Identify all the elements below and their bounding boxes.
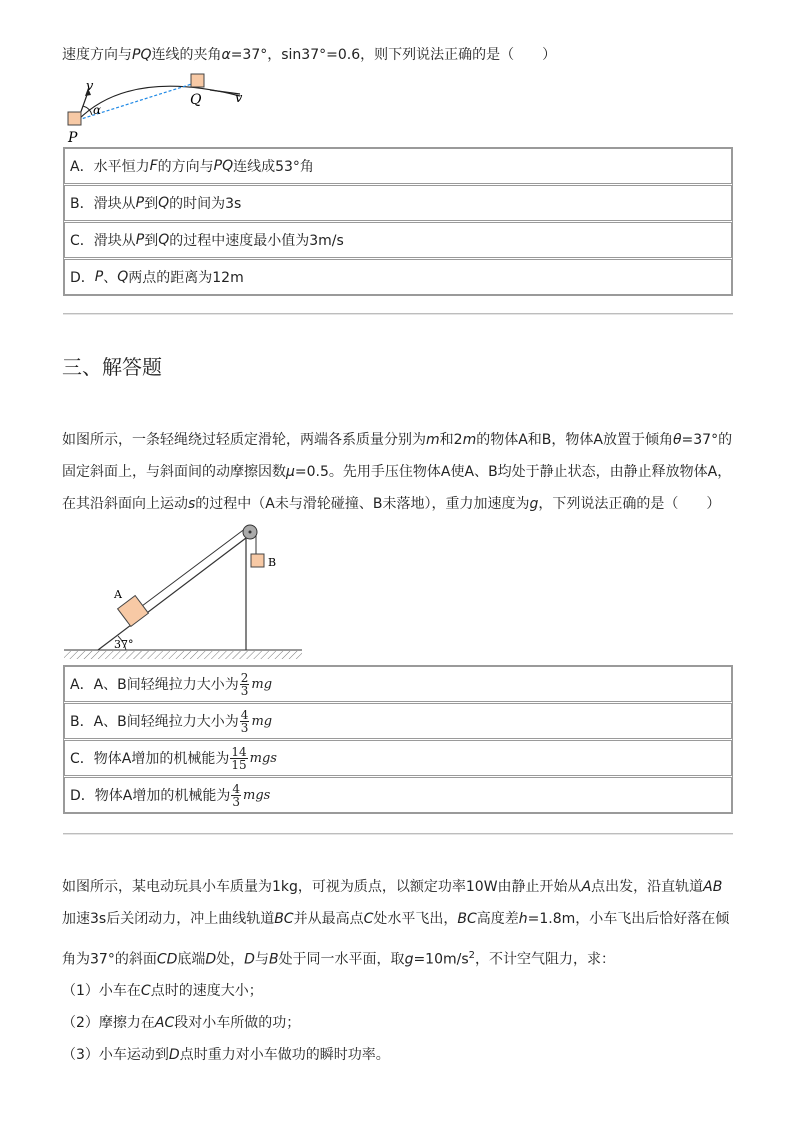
q3-stem-line1: 如图所示，某电动玩具小车质量为1kg，可视为质点，以额定功率10W由静止开始从A点出发，沿直轨道AB [62,879,723,895]
label-b: B [268,556,277,569]
block-q [191,74,204,87]
q1-stem: 速度方向与PQ连线的夹角α=37°，sin37°=0.6，则下列说法正确的是（ ） [62,47,557,63]
q1-option-c[interactable]: C．滑块从 P 到 Q 的过程中速度最小值为3m/s [64,222,732,258]
label-a: A [114,588,122,601]
divider [63,313,733,314]
q1-option-b[interactable]: B．滑块从 P 到 Q 的时间为3s [64,185,732,221]
label-angle: 37° [114,638,134,651]
label-q: Q [190,92,202,108]
block-a [118,596,149,627]
q3-sub1: （1）小车在C点时的速度大小； [62,983,263,999]
q3-sub3: （3）小车运动到D点时重力对小车做功的瞬时功率。 [62,1047,390,1063]
block-p [68,112,81,125]
block-b [251,554,264,567]
divider [63,833,733,834]
q1-trajectory-figure [60,68,260,146]
q1-option-d[interactable]: D． P 、 Q 两点的距离为12m [64,259,732,295]
section-title: 三、解答题 [62,355,162,379]
q2-stem-line1: 如图所示，一条轻绳绕过轻质定滑轮，两端各系质量分别为m和2m的物体A和B，物体A放置于倾角θ=37°的 [62,432,733,448]
label-alpha: α [93,103,102,117]
q2-option-d[interactable]: D．物体A增加的机械能为 $\frac{4}{3}$ mgs [64,777,732,813]
q3-sub2: （2）摩擦力在AC段对小车所做的功； [62,1015,301,1031]
label-v2: v [235,91,243,106]
q2-stem-line2: 固定斜面上，与斜面间的动摩擦因数μ=0.5。先用手压住物体A使A、B均处于静止状态，由静止释放物体A， [62,464,732,480]
q2-option-b[interactable]: B．A、B间轻绳拉力大小为 $\frac{4}{3}$ mg [64,703,732,739]
q2-option-c[interactable]: C．物体A增加的机械能为 $\frac{14}{15}$ mgs [64,740,732,776]
q1-options [63,147,733,296]
q1-option-a[interactable]: A．水平恒力 F 的方向与 PQ 连线成53°角 [64,148,732,184]
q2-option-a[interactable]: A．A、B间轻绳拉力大小为 $\frac{2}{3}$ mg [64,666,732,702]
q2-stem-line3: 在其沿斜面向上运动s的过程中（A未与滑轮碰撞、B未落地），重力加速度为g，下列说法正确的是（ ） [62,496,721,512]
q2-incline-pulley-figure [62,518,307,664]
q3-stem-line3: 角为37°的斜面CD底端D处，D与B处于同一水平面，取$g=10m/s^2$，不计空气阻力，求： [62,950,616,968]
q2-options [63,665,733,814]
q3-stem-line2: 加速3s后关闭动力，冲上曲线轨道BC并从最高点C处水平飞出，BC高度差h=1.8m，小车飞出后恰好落在倾 [62,911,730,927]
label-v1: v [86,79,94,94]
label-p: P [68,130,78,146]
